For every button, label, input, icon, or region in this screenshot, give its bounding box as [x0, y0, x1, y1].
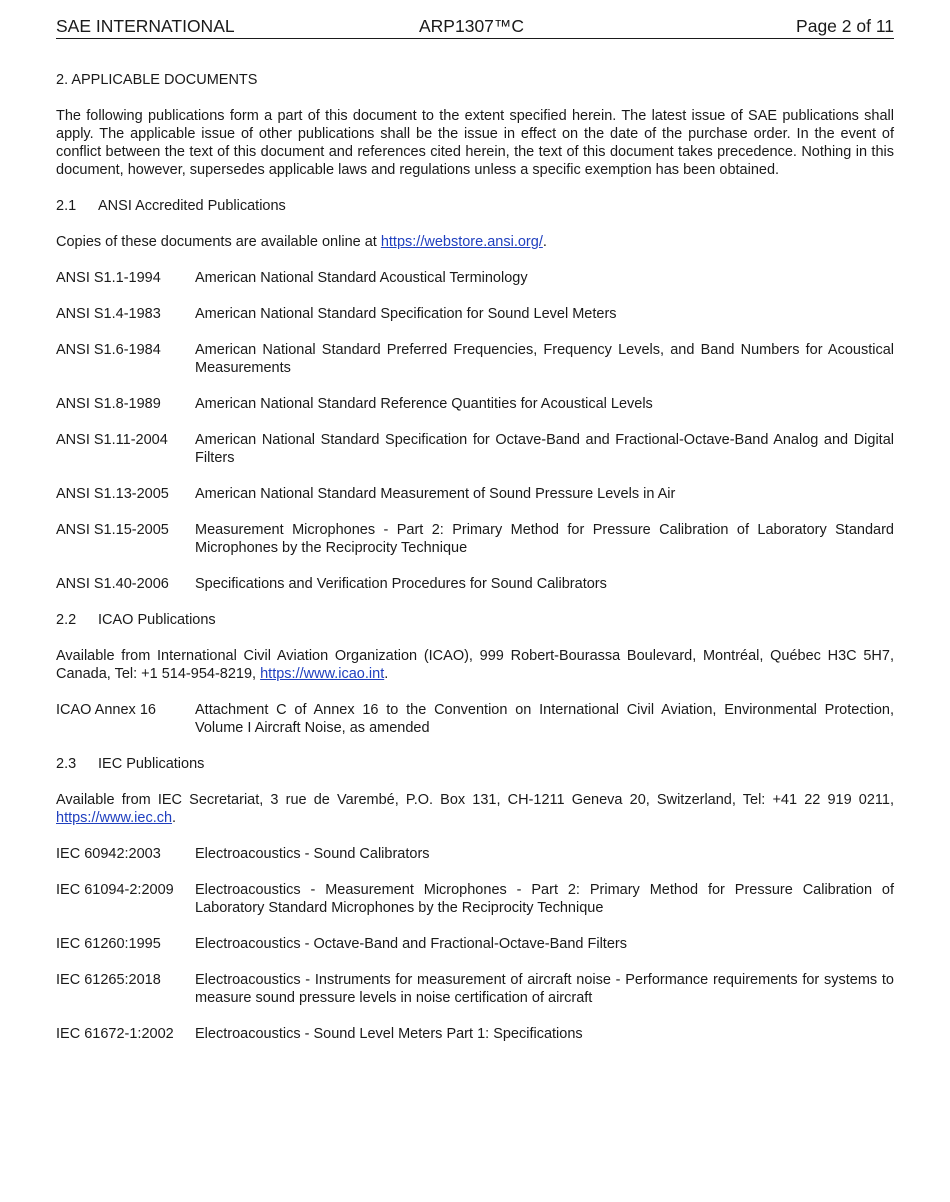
reference-description: American National Standard Reference Quantities for Acoustical Levels	[195, 396, 653, 412]
reference-code: IEC 61265:2018	[56, 972, 161, 988]
availability-text: Available from International Civil Aviation Organization (ICAO), 999 Robert-Bourassa Boulevard, Montréal, Québec H3C 5H7, Canada, Tel: +1 514-954-8219,	[56, 648, 894, 682]
reference-description: Electroacoustics - Instruments for measurement of aircraft noise - Performance requirements for systems to measure sound pressure levels in noise certification of aircraft	[195, 972, 894, 1006]
page-header	[56, 16, 894, 39]
reference-entry	[56, 485, 894, 503]
reference-description: American National Standard Measurement of Sound Pressure Levels in Air	[195, 486, 676, 502]
reference-code: ICAO Annex 16	[56, 702, 156, 718]
reference-description: Electroacoustics - Octave-Band and Fractional-Octave-Band Filters	[195, 936, 627, 952]
reference-entry	[56, 395, 894, 413]
subsection-title: IEC Publications	[98, 756, 205, 772]
reference-code: ANSI S1.8-1989	[56, 396, 161, 412]
reference-description: American National Standard Specification for Octave-Band and Fractional-Octave-Band Analog and Digital Filters	[195, 432, 894, 466]
subsection-number: 2.2	[56, 612, 77, 628]
document-page	[56, 16, 894, 1043]
reference-description: Electroacoustics - Measurement Microphones - Part 2: Primary Method for Pressure Calibration of Laboratory Standard Microphones by the Reciprocity Technique	[195, 882, 894, 916]
availability-suffix: .	[384, 666, 389, 682]
reference-code: ANSI S1.6-1984	[56, 342, 161, 358]
reference-description: Electroacoustics - Sound Level Meters Part 1: Specifications	[195, 1026, 583, 1042]
reference-description: American National Standard Acoustical Terminology	[195, 270, 528, 286]
ansi-webstore-link[interactable]: https://webstore.ansi.org/	[380, 234, 543, 250]
section-title: 2. APPLICABLE DOCUMENTS	[56, 72, 258, 88]
reference-entry	[56, 845, 894, 863]
reference-entry	[56, 935, 894, 953]
subsection-title: ICAO Publications	[98, 612, 216, 628]
reference-code: IEC 61672-1:2002	[56, 1026, 174, 1042]
reference-entry	[56, 971, 894, 1007]
section-intro: The following publications form a part of this document to the extent specified herein. The latest issue of SAE publications shall apply. The applicable issue of other publications shall be the issue in effect on the date of the purchase order. In the event of conflict between the text of this document and references cited herein, the text of this document takes precedence. Nothing in this document, however, supersedes applicable laws and regulations unless a specific exemption has been obtained.	[56, 108, 894, 178]
iec-website-link[interactable]: https://www.iec.ch	[56, 810, 173, 826]
header-org: SAE INTERNATIONAL	[56, 16, 235, 36]
availability-suffix: .	[172, 810, 177, 826]
subsection-title: ANSI Accredited Publications	[98, 198, 286, 214]
reference-entry	[56, 701, 894, 737]
ansi-availability	[56, 233, 894, 251]
reference-description: Measurement Microphones - Part 2: Primary Method for Pressure Calibration of Laboratory Standard Microphones by the Reciprocity Technique	[195, 522, 894, 556]
reference-entry	[56, 341, 894, 377]
reference-entry	[56, 305, 894, 323]
reference-entry	[56, 575, 894, 593]
subsection-iec-heading	[56, 755, 894, 773]
icao-availability	[56, 647, 894, 683]
subsection-number: 2.1	[56, 198, 77, 214]
reference-code: ANSI S1.4-1983	[56, 306, 161, 322]
reference-description: Attachment C of Annex 16 to the Convention on International Civil Aviation, Environmental Protection, Volume I Aircraft Noise, as amended	[195, 702, 894, 736]
reference-code: IEC 61094-2:2009	[56, 882, 174, 898]
reference-entry	[56, 1025, 894, 1043]
reference-description: American National Standard Preferred Frequencies, Frequency Levels, and Band Numbers for Acoustical Measurements	[195, 342, 894, 376]
header-doc-id: ARP1307™C	[419, 16, 525, 36]
reference-description: Electroacoustics - Sound Calibrators	[195, 846, 430, 862]
subsection-number: 2.3	[56, 756, 77, 772]
reference-entry	[56, 269, 894, 287]
reference-code: ANSI S1.40-2006	[56, 576, 169, 592]
reference-code: ANSI S1.11-2004	[56, 432, 168, 448]
reference-code: ANSI S1.13-2005	[56, 486, 169, 502]
subsection-ansi-heading	[56, 197, 894, 215]
reference-code: IEC 60942:2003	[56, 846, 161, 862]
reference-code: ANSI S1.1-1994	[56, 270, 161, 286]
reference-entry	[56, 521, 894, 557]
reference-entry	[56, 431, 894, 467]
reference-code: ANSI S1.15-2005	[56, 522, 169, 538]
availability-text: Available from IEC Secretariat, 3 rue de Varembé, P.O. Box 131, CH-1211 Geneva 20, Switzerland, Tel: +41 22 919 0211,	[56, 792, 894, 808]
reference-code: IEC 61260:1995	[56, 936, 161, 952]
icao-website-link[interactable]: https://www.icao.int	[260, 666, 385, 682]
header-page-number: Page 2 of 11	[796, 16, 894, 36]
reference-entry	[56, 881, 894, 917]
reference-description: Specifications and Verification Procedures for Sound Calibrators	[195, 576, 607, 592]
subsection-icao-heading	[56, 611, 894, 629]
iec-availability	[56, 791, 894, 827]
availability-suffix: .	[542, 234, 547, 250]
availability-text: Copies of these documents are available online at	[56, 234, 381, 250]
reference-description: American National Standard Specification for Sound Level Meters	[195, 306, 617, 322]
